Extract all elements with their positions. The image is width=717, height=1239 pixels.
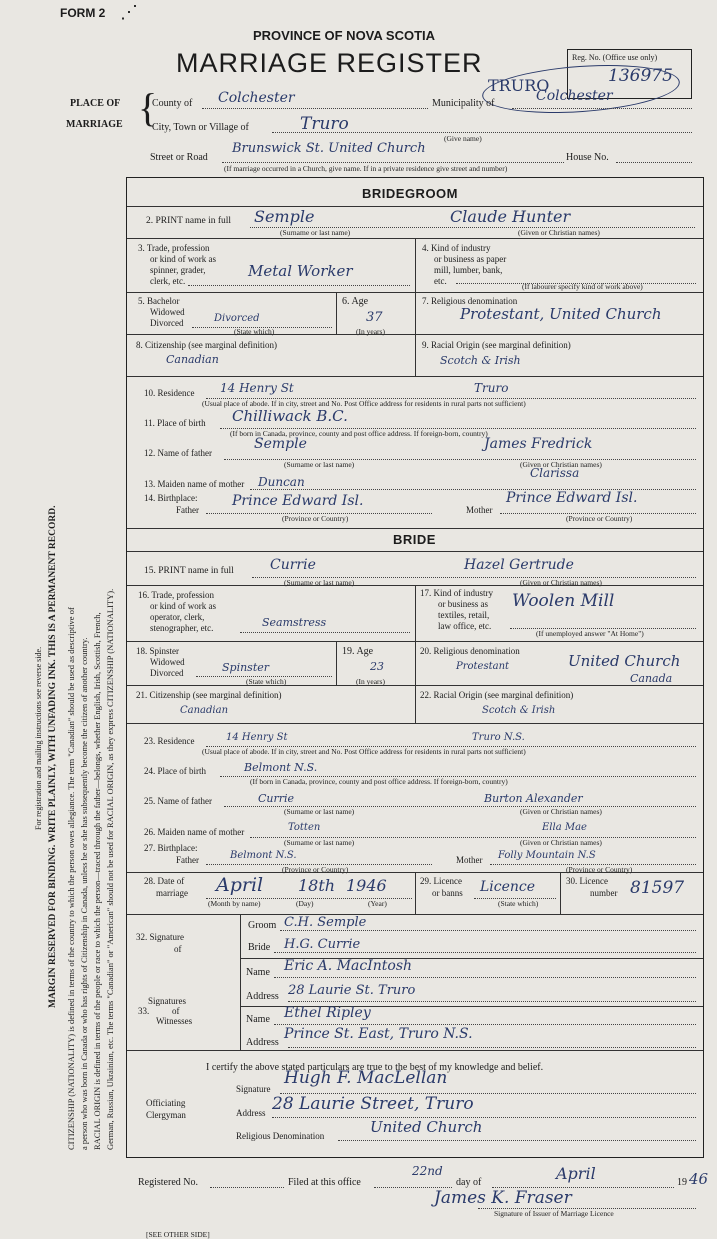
clergy-signature-label: Signature bbox=[236, 1084, 271, 1094]
marriage-year: 1946 bbox=[346, 876, 387, 895]
groom-religion-label: 7. Religious denomination bbox=[422, 296, 518, 306]
municipality-value: Colchester bbox=[536, 88, 613, 104]
bride-industry-label-4: law office, etc. bbox=[438, 621, 492, 631]
groom-industry-label-2: or business as paper bbox=[434, 254, 507, 264]
groom-residence-label: 10. Residence bbox=[144, 388, 195, 398]
witness1-name: Eric A. MacIntosh bbox=[284, 958, 413, 974]
marriage-year-caption: (Year) bbox=[368, 899, 387, 908]
bride-name-label: 15. PRINT name in full bbox=[144, 566, 234, 576]
officiating-label: Officiating bbox=[146, 1098, 186, 1108]
marriage-date-label-2: marriage bbox=[156, 888, 188, 898]
groom-mother-bp-caption: (Province or Country) bbox=[566, 514, 633, 523]
bride-residence-label: 23. Residence bbox=[144, 736, 195, 746]
bride-trade: Seamstress bbox=[262, 616, 327, 629]
groom-father-bp-caption: (Province or Country) bbox=[282, 514, 349, 523]
give-name-caption: (Give name) bbox=[444, 134, 482, 143]
groom-marital-status: Divorced bbox=[214, 313, 260, 324]
bride-signature: H.G. Currie bbox=[284, 937, 361, 952]
witness1-name-label: Name bbox=[246, 967, 270, 978]
place-of-label: PLACE OF bbox=[70, 98, 121, 109]
margin-note-racial-1: RACIAL ORIGIN is defined in terms of the people or race to which the person—traced through the father—belongs, whether English, Irish, Scottish, French, bbox=[92, 612, 102, 1150]
groom-mother-birthplace-label: Mother bbox=[466, 505, 493, 515]
witnesses-section-number: 33. bbox=[138, 1006, 150, 1016]
bride-father-birthplace: Belmont N.S. bbox=[230, 850, 297, 861]
groom-trade: Metal Worker bbox=[248, 262, 353, 280]
groom-residence-street: 14 Henry St bbox=[220, 381, 294, 395]
marriage-day-caption: (Day) bbox=[296, 899, 314, 908]
signature-section-label: 32. Signature bbox=[136, 932, 184, 942]
city-label: City, Town or Village of bbox=[152, 122, 249, 133]
registration-number-label: Reg. No. (Office use only) bbox=[572, 53, 658, 62]
licence-number-label-2: number bbox=[590, 888, 618, 898]
groom-name-label: 2. PRINT name in full bbox=[146, 216, 232, 226]
bride-citizenship-label: 21. Citizenship (see marginal definition) bbox=[136, 690, 282, 700]
bride-mother-bp-caption: (Province or Country) bbox=[566, 865, 633, 874]
bride-religion-church: United Church bbox=[568, 652, 681, 670]
county-value: Colchester bbox=[218, 90, 295, 106]
corner-mark: ⋰ bbox=[120, 2, 138, 22]
bride-birthplace-note: (If born in Canada, province, county and post office address. If foreign-born, country) bbox=[250, 777, 508, 786]
bride-religion-label: 20. Religious denomination bbox=[420, 646, 520, 656]
clergy-address: 28 Laurie Street, Truro bbox=[272, 1094, 474, 1114]
filed-month: April bbox=[556, 1164, 596, 1183]
groom-bachelor-label: 5. Bachelor bbox=[138, 296, 180, 306]
witness2-name-label: Name bbox=[246, 1014, 270, 1025]
licence-or-banns-label: 29. Licence bbox=[420, 876, 462, 886]
groom-age-caption: (In years) bbox=[356, 327, 385, 336]
bride-parents-birthplace-label: 27. Birthplace: bbox=[144, 843, 198, 853]
street-label: Street or Road bbox=[150, 152, 208, 163]
witness2-address: Prince St. East, Truro N.S. bbox=[284, 1026, 473, 1042]
bride-trade-label-4: stenographer, etc. bbox=[150, 623, 214, 633]
bride-divorced-label: Divorced bbox=[150, 668, 184, 678]
groom-trade-label-4: clerk, etc. bbox=[150, 276, 186, 286]
filed-label: Filed at this office bbox=[288, 1177, 361, 1188]
groom-racial-origin: Scotch & Irish bbox=[440, 354, 521, 367]
bride-surname-caption: (Surname or last name) bbox=[284, 578, 355, 587]
bride-surname: Currie bbox=[270, 557, 316, 573]
filed-year-prefix: 19 bbox=[677, 1177, 687, 1188]
groom-mother-birthplace: Prince Edward Isl. bbox=[506, 490, 638, 506]
groom-religion: Protestant, United Church bbox=[460, 305, 662, 323]
licence-or-banns-value: Licence bbox=[480, 879, 536, 895]
witness2-address-label: Address bbox=[246, 1037, 279, 1048]
bride-mother-surname-caption: (Surname or last name) bbox=[284, 838, 355, 847]
signature-section-label-2: of bbox=[174, 944, 182, 954]
clergyman-label: Clergyman bbox=[146, 1110, 186, 1120]
bride-age: 23 bbox=[370, 660, 384, 673]
groom-father-surname: Semple bbox=[254, 436, 307, 452]
groom-birthplace-note: (If born in Canada, province, county and post office address. If foreign-born, country) bbox=[230, 429, 488, 438]
bride-age-caption: (In years) bbox=[356, 677, 385, 686]
groom-father-birthplace: Prince Edward Isl. bbox=[232, 493, 364, 509]
groom-residence-note: (Usual place of abode. If in city, street and No. Post Office address for residents in rural parts not sufficient) bbox=[202, 399, 526, 408]
bride-mother-given: Ella Mae bbox=[542, 822, 587, 833]
marriage-date-label: 28. Date of bbox=[144, 876, 185, 886]
groom-father-given: James Fredrick bbox=[484, 436, 593, 452]
bride-father-bp-caption: (Province or Country) bbox=[282, 865, 349, 874]
bride-residence-street: 14 Henry St bbox=[226, 732, 288, 743]
bride-religion-country: Canada bbox=[630, 672, 673, 685]
bride-trade-label-2: or kind of work as bbox=[150, 601, 216, 611]
groom-racial-origin-label: 9. Racial Origin (see marginal definition) bbox=[422, 340, 571, 350]
office-stamp-text: TRURO bbox=[488, 76, 550, 95]
bride-citizenship: Canadian bbox=[180, 705, 229, 716]
marriage-month-caption: (Month by name) bbox=[208, 899, 261, 908]
document-title: MARRIAGE REGISTER bbox=[176, 48, 483, 78]
groom-status-caption: (State which) bbox=[234, 327, 275, 336]
groom-father-birthplace-label: Father bbox=[176, 505, 199, 515]
margin-note-citizenship-2: a person who was born in Canada or who has rights of Citizenship in Canada, unless he or she has subsequently become the citizen of another country. bbox=[79, 637, 89, 1150]
marriage-month: April bbox=[216, 874, 264, 896]
groom-trade-label-2: or kind of work as bbox=[150, 254, 216, 264]
filed-year: 46 bbox=[689, 1170, 709, 1188]
witnesses-section-label-2: of bbox=[172, 1006, 180, 1016]
filed-day: 22nd bbox=[412, 1164, 443, 1178]
clergy-denomination: United Church bbox=[370, 1118, 483, 1136]
groom-signature-label: Groom bbox=[248, 920, 277, 931]
place-brace: { bbox=[138, 85, 158, 130]
groom-age: 37 bbox=[366, 310, 383, 325]
bride-mother-label: 26. Maiden name of mother bbox=[144, 827, 245, 837]
bride-mother-surname: Totten bbox=[288, 822, 321, 833]
issuer-signature-caption: Signature of Issuer of Marriage Licence bbox=[494, 1209, 614, 1218]
groom-age-label: 6. Age bbox=[342, 296, 369, 307]
bride-heading: BRIDE bbox=[393, 532, 436, 547]
groom-father-label: 12. Name of father bbox=[144, 448, 212, 458]
bride-industry-label-2: or business as bbox=[438, 599, 488, 609]
marriage-label: MARRIAGE bbox=[66, 119, 123, 130]
filed-day-of-label: day of bbox=[456, 1177, 482, 1188]
margin-note-binding: MARGIN RESERVED FOR BINDING. WRITE PLAINLY, WITH UNFADING INK. THIS IS A PERMANENT RECORD. bbox=[48, 505, 58, 1008]
bride-father-given: Burton Alexander bbox=[484, 792, 583, 805]
bride-trade-label: 16. Trade, profession bbox=[138, 590, 214, 600]
clergy-signature: Hugh F. MacLellan bbox=[284, 1068, 448, 1088]
groom-trade-label-3: spinner, grader, bbox=[150, 265, 206, 275]
bride-signature-label: Bride bbox=[248, 942, 271, 953]
marriage-day: 18th bbox=[298, 876, 336, 895]
certification-statement: I certify the above stated particulars are true to the best of my knowledge and belief. bbox=[206, 1062, 544, 1073]
form-number: FORM 2 bbox=[60, 6, 106, 20]
bride-religion: Protestant bbox=[456, 661, 510, 672]
bride-residence-city: Truro N.S. bbox=[472, 732, 525, 743]
groom-father-surname-caption: (Surname or last name) bbox=[284, 460, 355, 469]
bride-racial-origin: Scotch & Irish bbox=[482, 705, 556, 716]
clergy-denomination-label: Religious Denomination bbox=[236, 1131, 325, 1141]
witness1-address: 28 Laurie St. Truro bbox=[288, 983, 416, 998]
groom-citizenship-label: 8. Citizenship (see marginal definition) bbox=[136, 340, 278, 350]
licence-state-caption: (State which) bbox=[498, 899, 539, 908]
bride-racial-origin-label: 22. Racial Origin (see marginal definition) bbox=[420, 690, 574, 700]
bride-given-names: Hazel Gertrude bbox=[464, 557, 574, 573]
bride-trade-label-3: operator, clerk, bbox=[150, 612, 205, 622]
groom-surname: Semple bbox=[254, 207, 315, 226]
bride-father-surname-caption: (Surname or last name) bbox=[284, 807, 355, 816]
witness2-name: Ethel Ripley bbox=[284, 1005, 371, 1021]
groom-mother-surname: Duncan bbox=[258, 475, 305, 489]
registration-number: 136975 bbox=[608, 66, 673, 86]
groom-parents-birthplace-label: 14. Birthplace: bbox=[144, 493, 198, 503]
bride-given-caption: (Given or Christian names) bbox=[520, 578, 602, 587]
licence-or-banns-label-2: or banns bbox=[432, 888, 463, 898]
bride-industry-label-3: textiles, retail, bbox=[438, 610, 490, 620]
bride-industry-label: 17. Kind of industry bbox=[420, 588, 493, 598]
margin-note-racial-2: German, Russian, Ukrainian, etc. The terms "Canadian" or "American" should not be used for RACIAL ORIGIN, as they express CITIZENSHIP (NATIONALITY). bbox=[105, 588, 115, 1150]
street-value: Brunswick St. United Church bbox=[232, 141, 426, 156]
bride-industry-note: (If unemployed answer "At Home") bbox=[536, 629, 644, 638]
margin-note-citizenship-1: CITIZENSHIP (NATIONALITY) is defined in terms of the country to which the person owes allegiance. The term "Canadian" should be used as descriptive of bbox=[66, 607, 76, 1150]
groom-signature: C.H. Semple bbox=[284, 915, 367, 930]
county-label: County of bbox=[152, 98, 193, 109]
bride-mother-birthplace: Folly Mountain N.S bbox=[498, 850, 596, 861]
bride-industry: Woolen Mill bbox=[512, 591, 615, 611]
groom-industry-label: 4. Kind of industry bbox=[422, 243, 491, 253]
bridegroom-heading: BRIDEGROOM bbox=[362, 186, 458, 201]
bride-marital-status: Spinster bbox=[222, 661, 270, 674]
groom-industry-label-4: etc. bbox=[434, 276, 447, 286]
municipality-label: Municipality of bbox=[432, 98, 495, 109]
bride-mother-birthplace-label: Mother bbox=[456, 855, 483, 865]
margin-note-instructions: For registration and mailing instructions see reverse side. bbox=[34, 646, 43, 830]
issuer-signature: James K. Fraser bbox=[434, 1188, 572, 1208]
groom-residence-city: Truro bbox=[474, 381, 509, 395]
clergy-address-label: Address bbox=[236, 1108, 266, 1118]
groom-given-caption: (Given or Christian names) bbox=[518, 228, 600, 237]
groom-industry-note: (If labourer specify kind of work above) bbox=[522, 282, 643, 291]
witness1-address-label: Address bbox=[246, 991, 279, 1002]
groom-father-given-caption: (Given or Christian names) bbox=[520, 460, 602, 469]
groom-industry-label-3: mill, lumber, bank, bbox=[434, 265, 503, 275]
bride-father-birthplace-label: Father bbox=[176, 855, 199, 865]
bride-father-surname: Currie bbox=[258, 792, 295, 805]
groom-mother-given: Clarissa bbox=[530, 466, 580, 480]
groom-citizenship: Canadian bbox=[166, 353, 219, 366]
house-number-label: House No. bbox=[566, 152, 609, 163]
street-note: (If marriage occurred in a Church, give name. If in a private residence give street and number) bbox=[224, 164, 508, 173]
province-heading: PROVINCE OF NOVA SCOTIA bbox=[253, 28, 436, 43]
witnesses-section-label: Signatures bbox=[148, 996, 186, 1006]
bride-father-given-caption: (Given or Christian names) bbox=[520, 807, 602, 816]
bride-birthplace-label: 24. Place of birth bbox=[144, 766, 206, 776]
see-other-side-note: [SEE OTHER SIDE] bbox=[146, 1230, 210, 1239]
licence-number: 81597 bbox=[630, 878, 685, 898]
city-value: Truro bbox=[300, 114, 349, 134]
groom-mother-label: 13. Maiden name of mother bbox=[144, 479, 245, 489]
groom-given-names: Claude Hunter bbox=[450, 207, 571, 226]
registered-number-label: Registered No. bbox=[138, 1177, 198, 1188]
bride-widowed-label: Widowed bbox=[150, 657, 185, 667]
bride-father-label: 25. Name of father bbox=[144, 796, 212, 806]
licence-number-label: 30. Licence bbox=[566, 876, 608, 886]
bride-status-caption: (State which) bbox=[246, 677, 287, 686]
bride-spinster-label: 18. Spinster bbox=[136, 646, 180, 656]
bride-mother-given-caption: (Given or Christian names) bbox=[520, 838, 602, 847]
bride-birthplace: Belmont N.S. bbox=[244, 761, 318, 774]
bride-age-label: 19. Age bbox=[342, 646, 374, 657]
groom-widowed-label: Widowed bbox=[150, 307, 185, 317]
groom-birthplace: Chilliwack B.C. bbox=[232, 407, 348, 425]
groom-surname-caption: (Surname or last name) bbox=[280, 228, 351, 237]
groom-birthplace-label: 11. Place of birth bbox=[144, 418, 206, 428]
witnesses-section-label-3: Witnesses bbox=[156, 1016, 193, 1026]
groom-divorced-label: Divorced bbox=[150, 318, 184, 328]
bride-residence-note: (Usual place of abode. If in city, street and No. Post Office address for residents in rural parts not sufficient) bbox=[202, 747, 526, 756]
groom-trade-label: 3. Trade, profession bbox=[138, 243, 210, 253]
